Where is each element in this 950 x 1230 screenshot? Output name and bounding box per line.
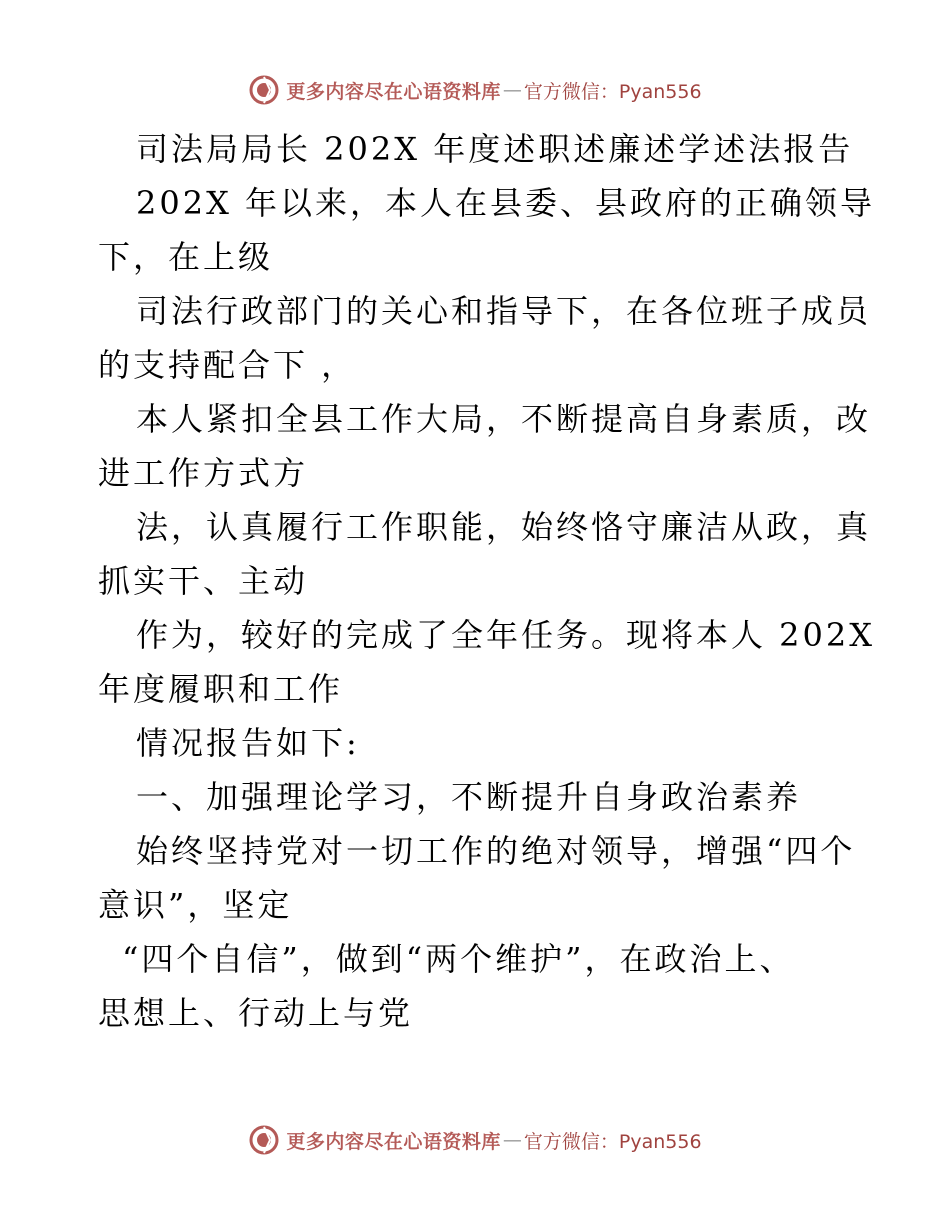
paragraph-line: 始终坚持党对一切工作的绝对领导，增强“四个: [136, 832, 856, 870]
banner-contact-text: 官方微信：Pyan556: [523, 1130, 702, 1153]
paragraph-line: “四个自信”，做到“两个维护”，在政治上、: [122, 940, 795, 978]
paragraph-line: 下，在上级: [98, 238, 274, 276]
section-heading: 一、加强理论学习，不断提升自身政治素养: [136, 778, 802, 816]
paragraph-line: 年度履职和工作: [98, 670, 344, 708]
paragraph-line: 本人紧扣全县工作大局，不断提高自身素质，改: [136, 400, 872, 438]
banner-brand-text: 更多内容尽在心语资料库: [286, 1130, 501, 1153]
paragraph-line: 法，认真履行工作职能，始终恪守廉洁从政，真: [136, 508, 872, 546]
document-body: [98, 122, 876, 1040]
paragraph-line: 进工作方式方: [98, 454, 309, 492]
paragraph-line: 抓实干、主动: [98, 562, 309, 600]
banner-contact-text: 官方微信：Pyan556: [523, 80, 702, 103]
paragraph-line: 情况报告如下:: [136, 724, 360, 762]
banner-brand-text: 更多内容尽在心语资料库: [286, 80, 501, 103]
brand-logo-icon: [248, 1124, 280, 1156]
paragraph-line: 作为，较好的完成了全年任务。现将本人 202X: [136, 616, 876, 654]
paragraph-line: 的支持配合下 ，: [98, 346, 357, 384]
paragraph-line: 司法行政部门的关心和指导下，在各位班子成员: [136, 292, 872, 330]
paragraph-line: 202X 年以来，本人在县委、县政府的正确领导: [136, 184, 876, 222]
document-title: 司法局局长 202X 年度述职述廉述学述法报告: [136, 130, 854, 168]
banner-separator: —: [502, 1129, 522, 1151]
brand-logo-icon: [248, 74, 280, 106]
paragraph-line: 思想上、行动上与党: [98, 994, 414, 1032]
footer-banner: [0, 1120, 950, 1160]
paragraph-line: 意识”，坚定: [98, 886, 293, 924]
banner-separator: —: [502, 79, 522, 101]
header-banner: [0, 70, 950, 110]
